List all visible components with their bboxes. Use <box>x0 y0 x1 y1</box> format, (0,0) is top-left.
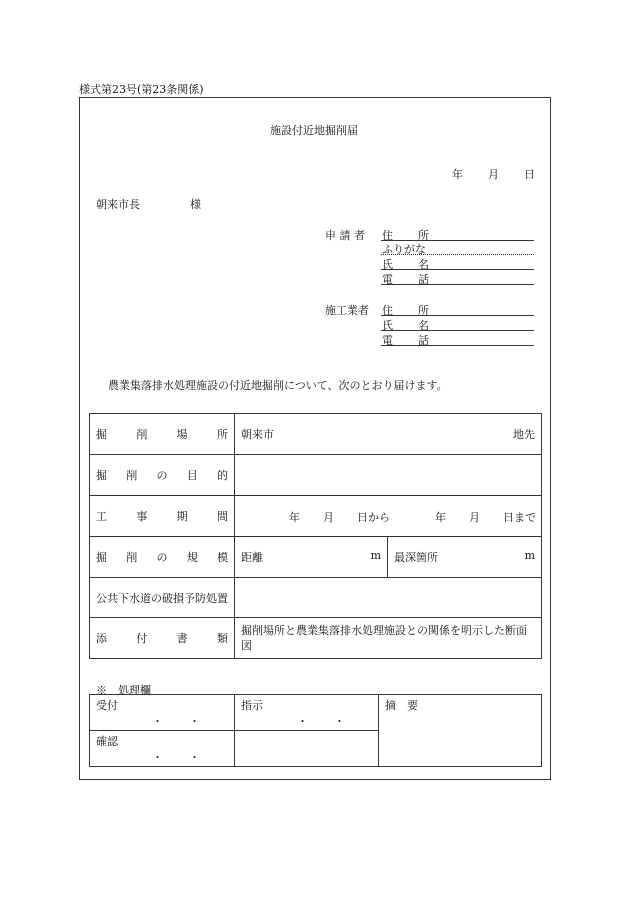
period-year-start: 年 <box>289 511 300 524</box>
contractor-address-a: 住 <box>382 304 393 317</box>
label-period: 工 事 期 間 <box>90 496 235 537</box>
label-attachments: 添 付 書 類 <box>90 618 235 659</box>
row-scale <box>90 537 542 578</box>
applicant-furigana: ふりがな <box>382 243 426 256</box>
value-deepest[interactable] <box>388 537 542 578</box>
receipt-label: 受付 <box>96 699 118 712</box>
label-sewer: 公共下水道の破損予防処置 <box>90 578 235 618</box>
period-month-start: 月 <box>323 511 334 524</box>
instruction-label: 指示 <box>241 699 263 712</box>
confirm-label: 確認 <box>96 735 118 748</box>
details-table <box>89 413 542 659</box>
value-attachments: 掘削場所と農業集落排水処理施設との関係を明示した断面図 <box>235 618 542 659</box>
deepest-unit: m <box>524 549 535 562</box>
date-day: 日 <box>524 168 535 181</box>
addressee-honorific: 様 <box>190 198 201 211</box>
value-sewer[interactable] <box>235 578 542 618</box>
location-city: 朝来市 <box>241 428 274 441</box>
deepest-label: 最深箇所 <box>394 551 438 564</box>
distance-unit: m <box>370 549 381 562</box>
value-period[interactable] <box>235 496 542 537</box>
applicant-phone-b: 話 <box>418 273 429 286</box>
blank-cell[interactable] <box>235 731 379 767</box>
confirm-cell[interactable]: 確認 ・ ・ <box>90 731 235 767</box>
date-month: 月 <box>488 168 499 181</box>
contractor-name-a: 氏 <box>382 319 393 332</box>
summary-cell[interactable] <box>379 695 542 767</box>
value-location[interactable] <box>235 414 542 455</box>
period-to: 日まで <box>503 511 536 524</box>
row-purpose <box>90 455 542 496</box>
processing-row-1 <box>90 695 542 731</box>
value-purpose[interactable] <box>235 455 542 496</box>
applicant-furigana-line <box>381 254 534 255</box>
contractor-phone-b: 話 <box>418 334 429 347</box>
receipt-cell[interactable]: 受付 ・ ・ <box>90 695 235 731</box>
contractor-label: 施工業者 <box>325 304 369 317</box>
processing-heading: ※ 処理欄 <box>96 684 151 697</box>
label-purpose: 掘 削 の 目 的 <box>90 455 235 496</box>
summary-label: 摘 要 <box>385 699 418 712</box>
row-location <box>90 414 542 455</box>
statement: 農業集落排水処理施設の付近地掘削について、次のとおり届けます。 <box>108 379 448 392</box>
applicant-name-b: 名 <box>418 258 429 271</box>
contractor-address-b: 所 <box>418 304 429 317</box>
contractor-phone-line <box>381 345 534 346</box>
row-period <box>90 496 542 537</box>
period-from: 日から <box>357 511 390 524</box>
applicant-address-a: 住 <box>382 229 393 242</box>
applicant-phone-a: 電 <box>382 273 393 286</box>
form-title: 施設付近地掘削届 <box>270 124 358 137</box>
contractor-name-b: 名 <box>418 319 429 332</box>
applicant-phone-line <box>381 284 534 285</box>
instruction-cell[interactable]: 指示 ・ ・ <box>235 695 379 731</box>
applicant-label: 申 請 者 <box>325 229 365 242</box>
row-sewer <box>90 578 542 618</box>
applicant-name-line <box>381 269 534 270</box>
row-attachments <box>90 618 542 659</box>
contractor-phone-a: 電 <box>382 334 393 347</box>
contractor-address-line <box>381 315 534 316</box>
period-year-end: 年 <box>435 511 446 524</box>
date-year: 年 <box>452 168 463 181</box>
value-distance[interactable] <box>235 537 388 578</box>
contractor-name-line <box>381 330 534 331</box>
label-location: 掘 削 場 所 <box>90 414 235 455</box>
processing-table <box>89 694 542 767</box>
label-scale: 掘 削 の 規 模 <box>90 537 235 578</box>
form-number: 様式第23号(第23条関係) <box>79 83 204 96</box>
applicant-address-b: 所 <box>418 229 429 242</box>
period-month-end: 月 <box>469 511 480 524</box>
location-suffix: 地先 <box>513 428 535 441</box>
addressee-name: 朝来市長 <box>96 198 140 211</box>
distance-label: 距離 <box>241 551 263 564</box>
applicant-name-a: 氏 <box>382 258 393 271</box>
